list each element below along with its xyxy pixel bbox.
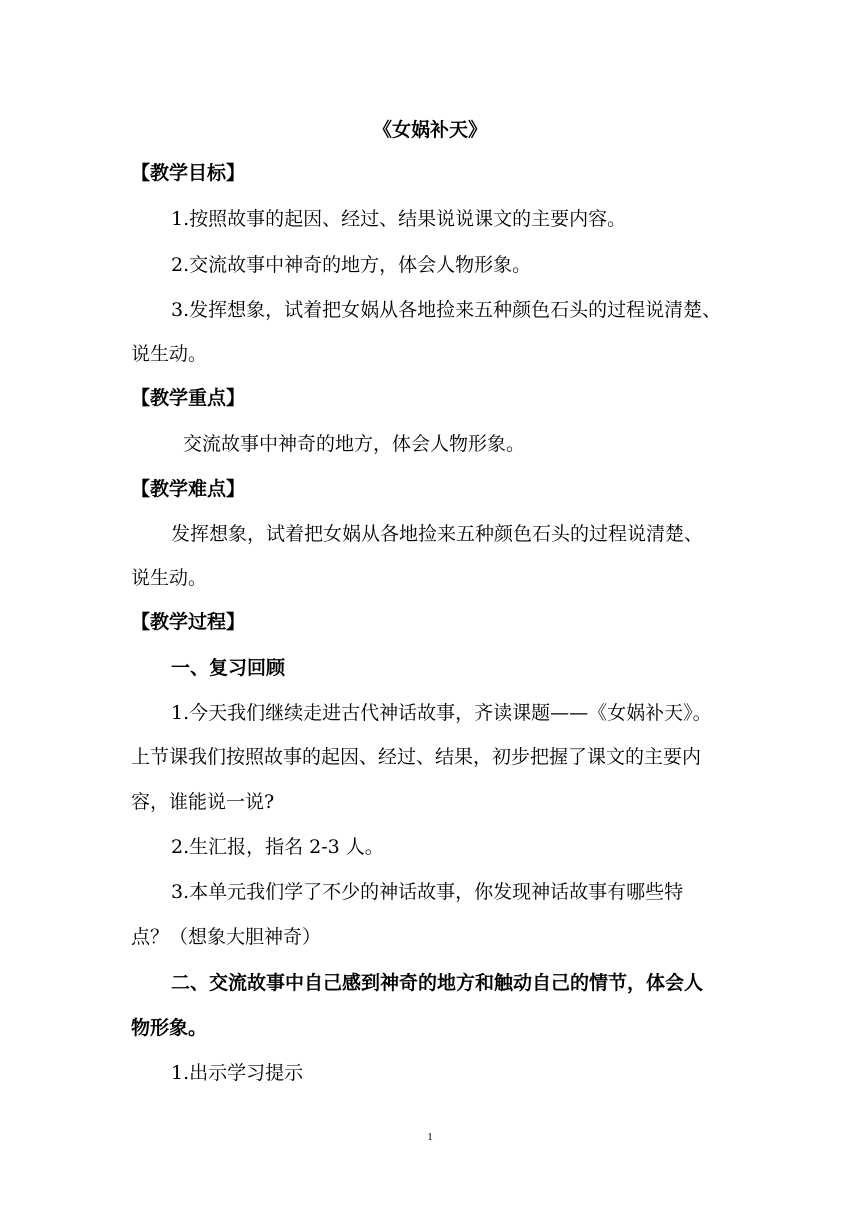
difficulties-line1: 发挥想象，试着把女娲从各地捡来五种颜色石头的过程说清楚、 [171, 523, 704, 545]
part2-heading-line1: 二、交流故事中自己感到神奇的地方和触动自己的情节，体会人 [171, 972, 704, 994]
part2-heading-line2: 物形象。 [131, 1017, 208, 1039]
document-title: 《女娲补天》 [372, 119, 487, 141]
process-heading: 【教学过程】 [131, 611, 246, 633]
part2-item1: 1.出示学习提示 [171, 1062, 304, 1084]
objective-1: 1.按照故事的起因、经过、结果说说课文的主要内容。 [171, 208, 627, 230]
objectives-heading: 【教学目标】 [131, 162, 246, 184]
part1-item1-line1: 1.今天我们继续走进古代神话故事，齐读课题——《女娲补天》。 [171, 702, 712, 724]
key-points-heading: 【教学重点】 [131, 387, 246, 409]
part1-item1-line2: 上节课我们按照故事的起因、经过、结果，初步把握了课文的主要内 [131, 746, 702, 768]
objective-3-line1: 3.发挥想象，试着把女娲从各地捡来五种颜色石头的过程说清楚、 [171, 299, 722, 321]
difficulties-line2: 说生动。 [131, 567, 208, 589]
page-number: 1 [427, 1131, 433, 1143]
difficulties-heading: 【教学难点】 [131, 478, 246, 500]
part1-heading: 一、复习回顾 [171, 657, 286, 679]
objective-2: 2.交流故事中神奇的地方，体会人物形象。 [171, 254, 532, 276]
part1-item3-line2: 点？（想象大胆神奇） [131, 926, 322, 948]
objective-3-line2: 说生动。 [131, 343, 208, 365]
key-points-text: 交流故事中神奇的地方，体会人物形象。 [183, 433, 526, 455]
part1-item2: 2.生汇报，指名 2-3 人。 [171, 836, 384, 858]
part1-item3-line1: 3.本单元我们学了不少的神话故事，你发现神话故事有哪些特 [171, 881, 684, 903]
part1-item1-line3: 容，谁能说一说? [131, 791, 275, 813]
